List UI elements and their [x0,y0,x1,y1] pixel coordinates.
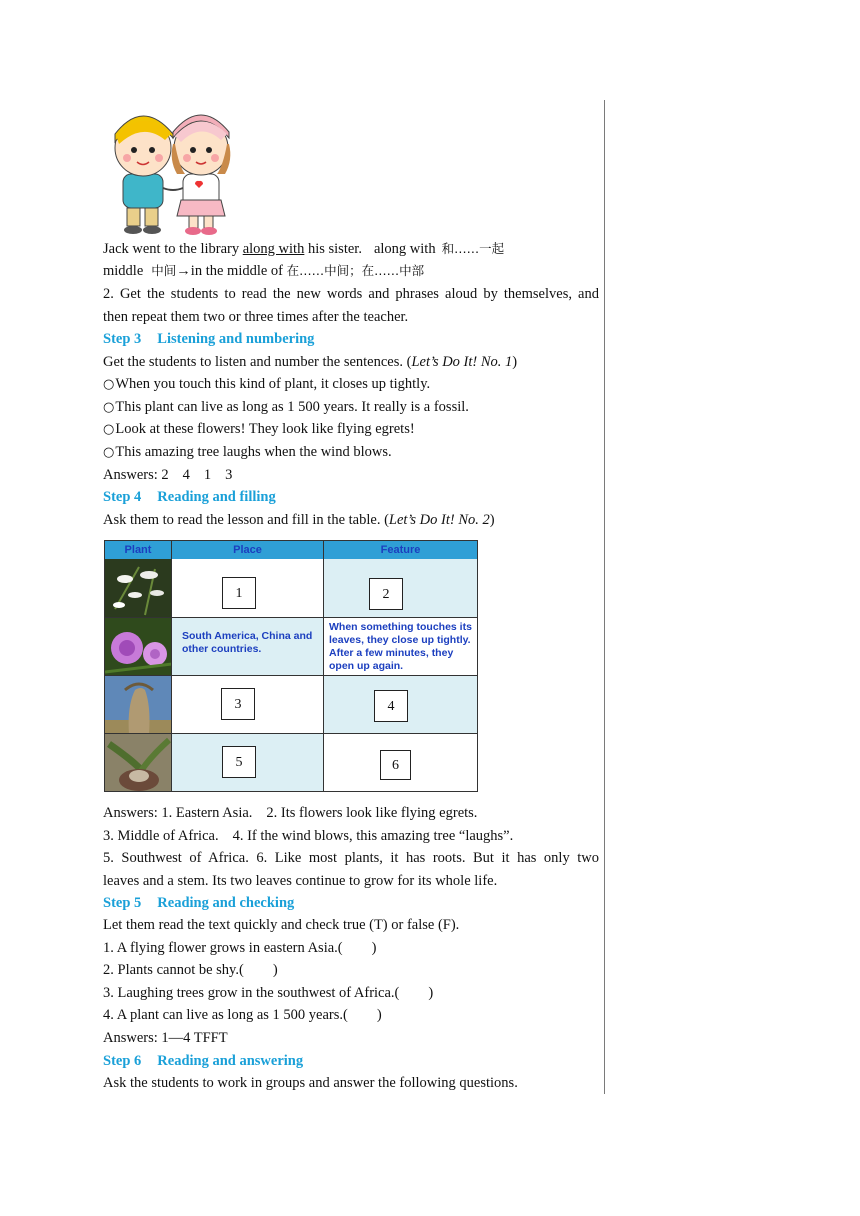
header-feature: Feature [324,541,477,559]
table-answers-line-1 [103,803,599,823]
answer-text: 2. Its flowers look like flying egrets. [266,805,478,821]
step-6-heading [103,1051,599,1071]
blank-box-3[interactable]: 3 [221,688,255,720]
blank-box-1[interactable]: 1 [222,577,256,609]
arrow-icon: → [176,263,191,279]
boy-figure [115,116,173,234]
sentence-text: Look at these flowers! They look like flying egrets! [115,421,415,437]
blank-box-4[interactable]: 4 [374,690,408,722]
book-reference: Let’s Do It! No. 1 [411,354,513,370]
book-reference: Let’s Do It! No. 2 [388,512,490,528]
step-3-intro [103,352,599,372]
example-text: Jack went to the library [103,241,243,257]
blank-box-5[interactable]: 5 [222,746,256,778]
step-5-answers: Answers: 1—4 TFFT [103,1030,228,1046]
row2-feature-text: When something touches its leaves, they close up tightly. After a few minutes, they open up again. [329,621,472,672]
row4-place-cell [172,734,324,791]
vocab-phrase-translation: 在……中间；在……中部 [286,263,425,278]
blank-box-2[interactable]: 2 [369,578,403,610]
answer-text: 4. If the wind blows, this amazing tree “laughs”. [232,828,514,844]
step-number: Step 3 [103,331,142,347]
sentence-item [103,419,599,440]
tf-question-1: 1. A flying flower grows in eastern Asia.( ) [103,940,377,956]
table-answers-line-3 [103,848,599,868]
phrase-term: along with [373,241,436,257]
sentence-item [103,374,599,395]
answer-value: 4 [182,467,190,483]
sentence-item [103,397,599,418]
table-answers-line-4: leaves and a stem. Its two leaves continue to grow for its whole life. [103,873,498,889]
intro-text: Ask them to read the lesson and fill in the table. ( [103,512,389,528]
plant-photo-laughing-tree [105,676,172,734]
row2-place-text: South America, China and other countries. [182,630,313,655]
instruction-2-line-1: 2. Get the students to read the new words and phrases aloud by themselves, and [103,286,599,302]
margin-divider [604,100,605,1094]
sentence-item [103,442,599,463]
cartoon-kids-illustration [103,104,237,236]
step-4-heading [103,487,599,507]
step-5-heading [103,893,599,913]
example-text-end: his sister. [304,241,362,257]
vocab-term: middle [103,263,144,279]
answer-label: Answers: 2 [103,467,169,483]
circle-blank-icon: ○ [103,422,115,437]
sentence-text: This plant can live as long as 1 500 years. It really is a fossil. [115,399,469,415]
tf-question-2: 2. Plants cannot be shy.( ) [103,962,278,978]
circle-blank-icon: ○ [103,400,115,415]
circle-blank-icon: ○ [103,377,115,392]
girl-figure [172,115,231,235]
tf-question-3: 3. Laughing trees grow in the southwest of Africa.( ) [103,985,434,1001]
phrase-translation: 和……一起 [441,241,505,256]
vocab-translation: 中间 [151,263,177,278]
plant-table [104,540,478,792]
row1-feature-cell [324,559,477,618]
answer-text: 6. Like most plants, it has roots. But it has only two [256,850,599,866]
answer-text: 5. Southwest of Africa. [103,850,249,866]
close-paren: ) [512,354,518,370]
step-5-intro: Let them read the text quickly and check true (T) or false (F). [103,917,460,933]
instruction-2-line-2: then repeat them two or three times after the teacher. [103,309,409,325]
answer-value: 1 [203,467,212,483]
step-number: Step 6 [103,1053,142,1069]
sentence-text: When you touch this kind of plant, it closes up tightly. [115,376,431,392]
example-sentence-line [103,239,599,259]
vocab-middle-line [103,261,599,281]
answer-value: 3 [225,467,233,483]
plant-photo-egret-flower [105,559,172,618]
blank-box-6[interactable]: 6 [380,750,411,780]
tf-question-4: 4. A plant can live as long as 1 500 years.( ) [103,1007,382,1023]
vocab-phrase: in the middle of [190,263,287,279]
step-number: Step 4 [103,489,142,505]
header-plant: Plant [105,541,172,559]
step-3-answers [103,465,599,485]
row3-feature-cell [324,676,477,734]
step-title: Listening and numbering [157,331,315,347]
intro-text: Get the students to listen and number the sentences. ( [103,354,412,370]
row2-feature-cell [324,618,477,676]
answer-text: Answers: 1. Eastern Asia. [103,805,253,821]
table-answers-line-2 [103,826,599,846]
plant-photo-fossil-plant [105,734,172,791]
step-3-heading [103,329,599,349]
sentence-text: This amazing tree laughs when the wind blows. [115,444,392,460]
step-title: Reading and answering [157,1053,304,1069]
row2-place-cell [172,618,324,676]
row1-place-cell [172,559,324,618]
circle-blank-icon: ○ [103,445,115,460]
answer-text: 3. Middle of Africa. [103,828,219,844]
row4-feature-cell [324,734,477,791]
header-place: Place [172,541,324,559]
step-6-intro: Ask the students to work in groups and answer the following questions. [103,1075,518,1091]
step-title: Reading and filling [157,489,276,505]
underlined-phrase: along with [242,241,305,257]
close-paren: ) [489,512,495,528]
plant-photo-shy-plant [105,618,172,676]
row3-place-cell [172,676,324,734]
step-title: Reading and checking [157,895,295,911]
step-4-intro [103,510,599,530]
step-number: Step 5 [103,895,142,911]
